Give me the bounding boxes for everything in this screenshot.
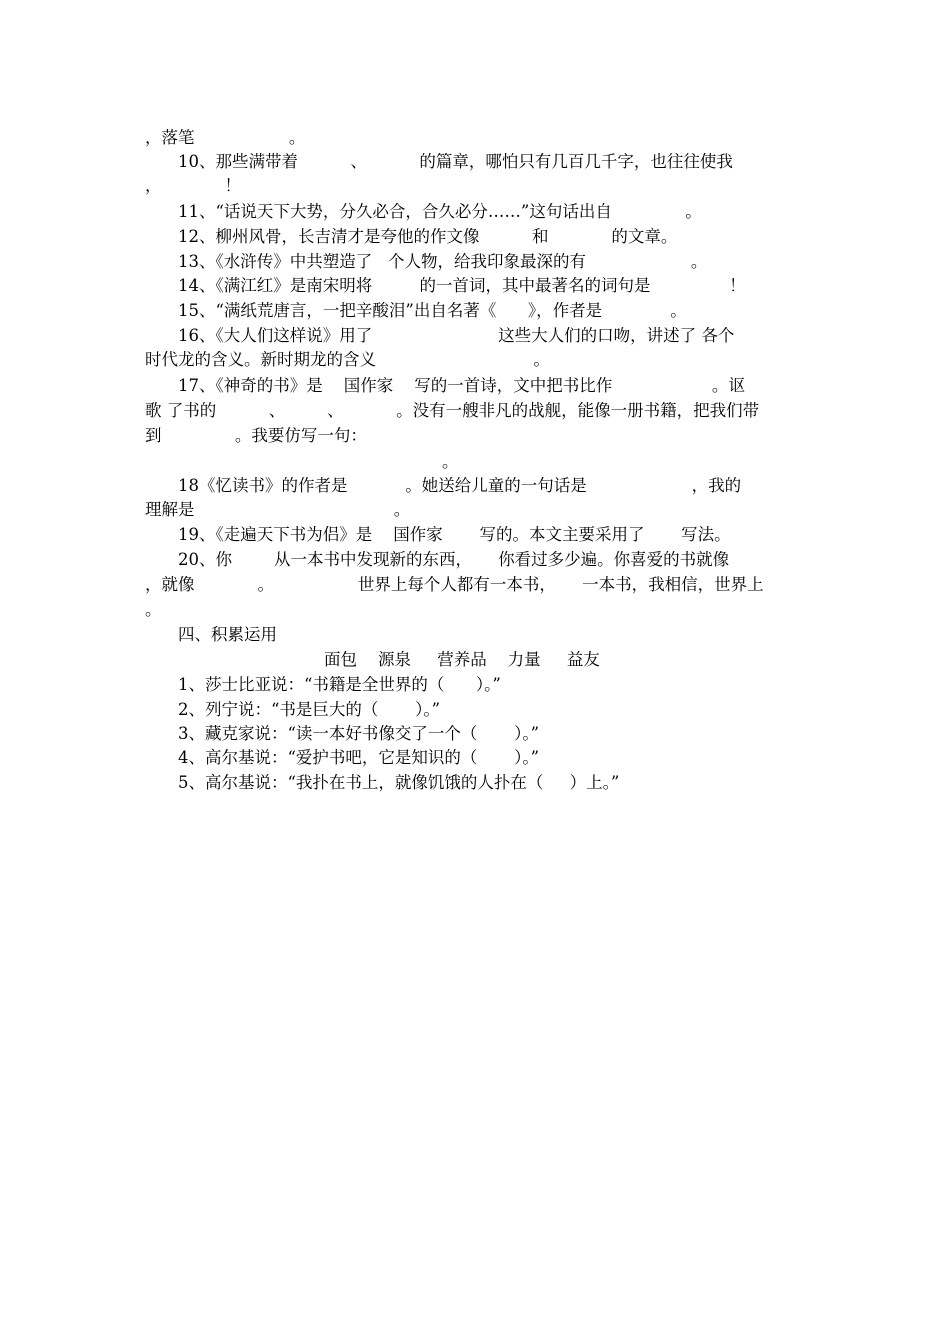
text-line: 4、高尔基说：“爱护书吧，它是知识的（ ）。”: [178, 748, 540, 767]
text-line: 17、《神奇的书》是 国作家 写的一首诗，文中把书比作 。讴: [178, 376, 745, 395]
text-line: 19、《走遍天下书为侣》是 国作家 写的。本文主要采用了 写法。: [178, 525, 731, 544]
text-line: 歌 了书的 、 、 。没有一艘非凡的战舰，能像一册书籍，把我们带: [145, 401, 760, 420]
text-line: ，就像 。 世界上每个人都有一本书， 一本书，我相信，世界上: [145, 575, 764, 594]
text-line: 10、那些满带着 、 的篇章，哪怕只有几百几千字，也往往使我: [178, 152, 733, 171]
text-line: 13、《水浒传》中共塑造了 个人物，给我印象最深的有 。: [178, 252, 708, 271]
word-bank: 面包 源泉 营养品 力量 益友: [324, 650, 600, 669]
text-line: 15、“满纸荒唐言，一把辛酸泪”出自名著《 》，作者是 。: [178, 301, 687, 320]
text-line: 。: [442, 452, 459, 471]
text-line: 14、《满江红》是南宋明将 的一首词，其中最著名的词句是 ！: [178, 276, 746, 295]
text-line: ， ！: [145, 176, 241, 195]
text-line: 3、藏克家说：“读一本好书像交了一个（ ）。”: [178, 724, 540, 743]
text-line: 5、高尔基说：“我扑在书上，就像饥饿的人扑在（ ）上。”: [178, 773, 620, 792]
text-line: 18《忆读书》的作者是 。她送给儿童的一句话是 ，我的: [178, 476, 742, 495]
text-line: 11、“话说天下大势，分久必合，合久必分……”这句话出自 。: [178, 202, 702, 221]
text-line: 。: [145, 600, 162, 619]
text-line: ，落笔 。: [145, 128, 306, 147]
text-line: 20、你 从一本书中发现新的东西， 你看过多少遍。你喜爱的书就像: [178, 550, 730, 569]
text-line: 到 。我要仿写一句：: [145, 426, 367, 445]
text-line: 1、莎士比亚说：“书籍是全世界的（ ）。”: [178, 675, 501, 694]
text-line: 12、柳州风骨，长吉清才是夸他的作文像 和 的文章。: [178, 227, 678, 246]
text-line: 时代龙的含义。新时期龙的含义 。: [145, 350, 550, 369]
section-heading: 四、积累运用: [178, 625, 277, 644]
text-line: 理解是 。: [145, 500, 411, 519]
text-line: 16、《大人们这样说》用了 这些大人们的口吻，讲述了 各个: [178, 326, 735, 345]
text-line: 2、列宁说：“书是巨大的（ ）。”: [178, 700, 441, 719]
